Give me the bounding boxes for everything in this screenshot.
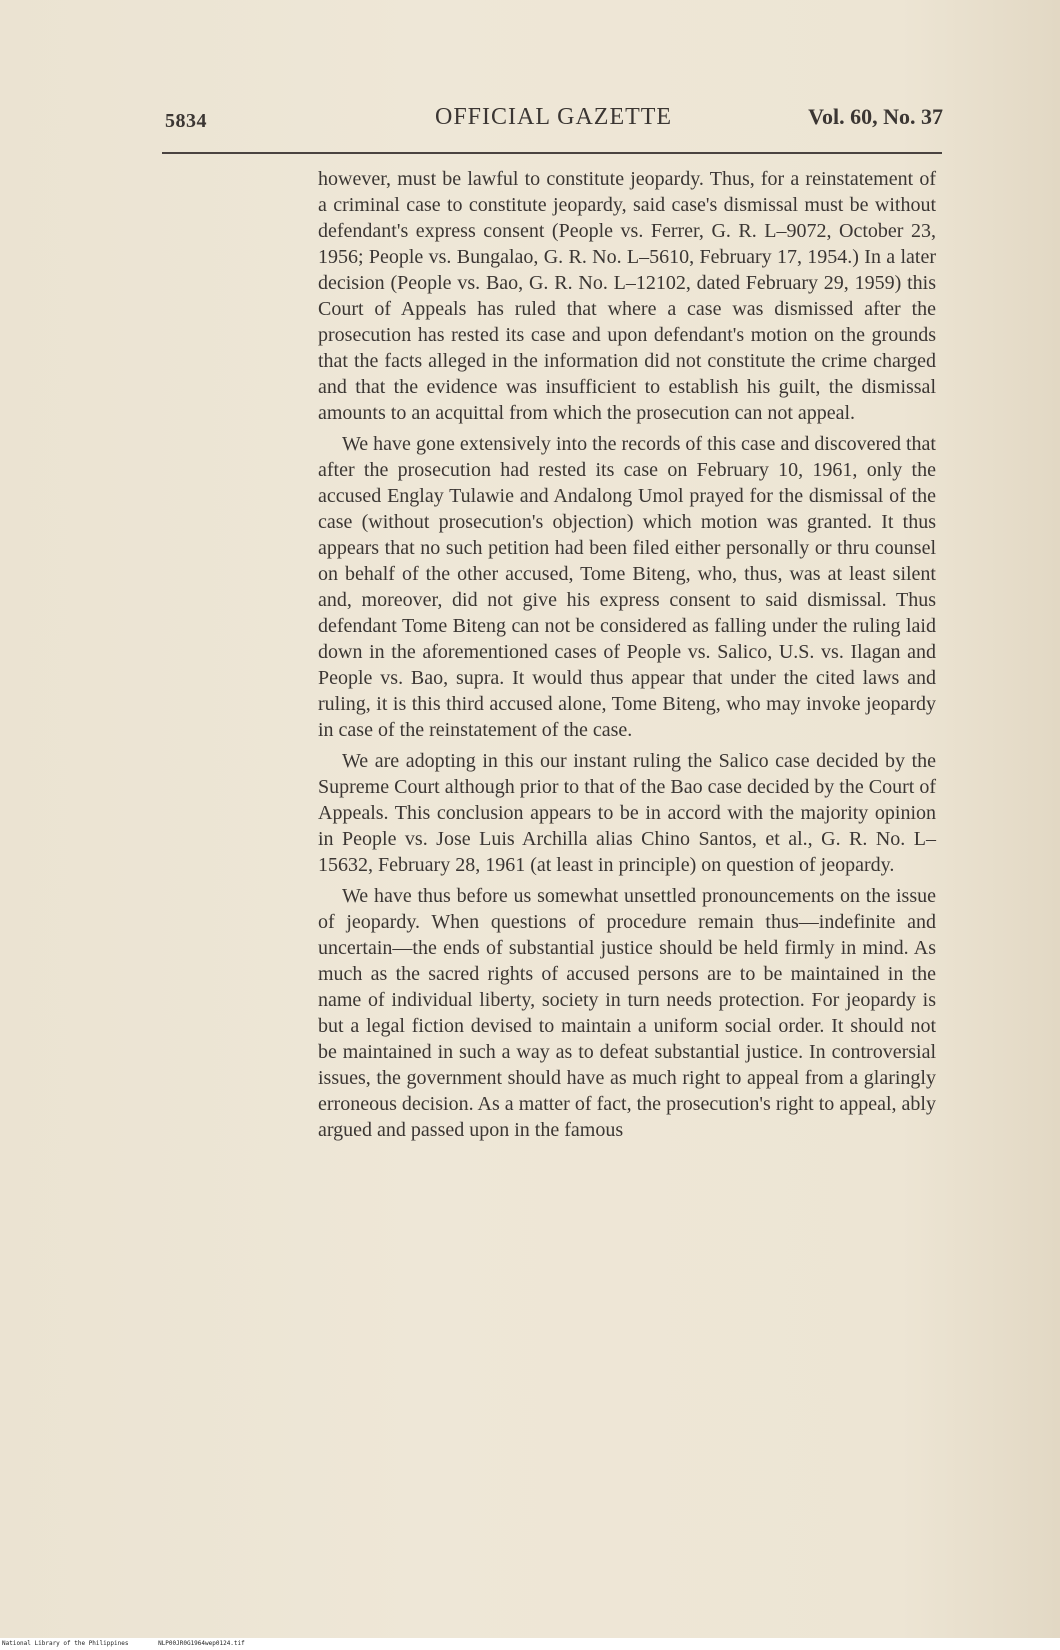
publication-title: OFFICIAL GAZETTE [435, 104, 673, 130]
footer-library: National Library of the Philippines [2, 1640, 129, 1647]
scan-footer [0, 1638, 1060, 1650]
volume-label: Vol. 60, No. 37 [808, 104, 943, 129]
footer-filename: NLP00JR0G1964wep0124.tif [158, 1640, 245, 1647]
paragraph-3: We are adopting in this our instant ruling the Salico case decided by the Supreme Court although prior to that of the Bao case decided by the Court of Appeals. This conclusion appears to be in accord with the majority opinion in People vs. Jose Luis Archilla alias Chino Santos, et al., G. R. No. L–15632, February 28, 1961 (at least in principle) on question of jeopardy. [318, 750, 936, 876]
paragraph-2: We have gone extensively into the records of this case and discovered that after the prosecution had rested its case on February 10, 1961, only the accused Englay Tulawie and Andalong Umol prayed for the dismissal of the case (without prosecution's objection) which motion was granted. It thus appears that no such petition had been filed either personally or thru counsel on behalf of the other accused, Tome Biteng, who, thus, was at least silent and, moreover, did not give his express consent to said dismissal. Thus defendant Tome Biteng can not be considered as falling under the ruling laid down in the aforementioned cases of People vs. Salico, U.S. vs. Ilagan and People vs. Bao, supra. It would thus appear that under the cited laws and ruling, it is this third accused alone, Tome Biteng, who may invoke jeopardy in case of the reinstatement of the case. [318, 433, 936, 741]
page-number: 5834 [165, 110, 207, 132]
paragraph-1: however, must be lawful to constitute jeopardy. Thus, for a reinstatement of a criminal case to constitute jeopardy, said case's dismissal must be without defendant's express consent (People vs. Ferrer, G. R. L–9072, October 23, 1956; People vs. Bungalao, G. R. No. L–5610, February 17, 1954.) In a later decision (People vs. Bao, G. R. No. L–12102, dated February 29, 1959) this Court of Appeals has ruled that where a case was dismissed after the prosecution has rested its case and upon defendant's motion on the grounds that the facts alleged in the information did not constitute the crime charged and that the evidence was insufficient to establish his guilt, the dismissal amounts to an acquittal from which the prosecution can not appeal. [318, 168, 936, 424]
article-body [318, 166, 936, 1148]
page-header [165, 104, 943, 140]
header-divider [162, 152, 942, 154]
paragraph-4: We have thus before us somewhat unsettled pronouncements on the issue of jeopardy. When questions of procedure remain thus—indefinite and uncertain—the ends of substantial justice should be held firmly in mind. As much as the sacred rights of accused persons are to be maintained in the name of individual liberty, society in turn needs protection. For jeopardy is but a legal fiction devised to maintain a uniform social order. It should not be maintained in such a way as to defeat substantial justice. In controversial issues, the government should have as much right to appeal from a glaringly erroneous decision. As a matter of fact, the prosecution's right to appeal, ably argued and passed upon in the famous [318, 885, 936, 1141]
